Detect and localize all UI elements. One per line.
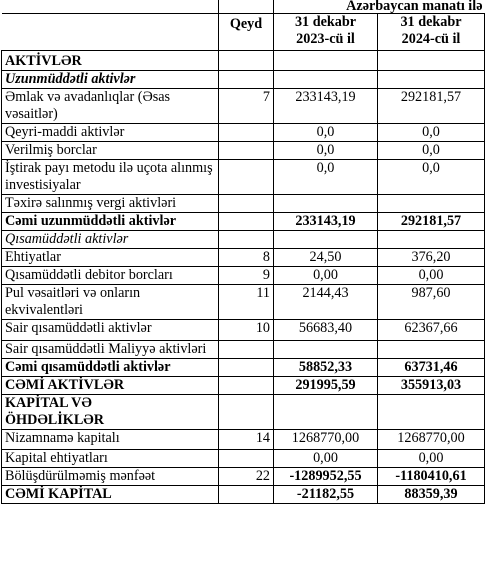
- value-2024: [378, 195, 485, 213]
- subsection-heading: Qısamüddətli aktivlər: [2, 231, 219, 249]
- row-label: Təxirə salınmış vergi aktivləri: [2, 195, 219, 213]
- table-row: [2, 51, 485, 71]
- value-2024: [378, 231, 485, 249]
- note-cell: [219, 124, 274, 142]
- note-cell: 22: [219, 468, 274, 486]
- row-label: Kapital ehtiyatları: [2, 450, 219, 468]
- row-label: Sair qısamüddətli Maliyyə aktivləri: [2, 341, 219, 359]
- note-cell: 14: [219, 430, 274, 450]
- note-cell: 11: [219, 285, 274, 320]
- table-row: [2, 213, 485, 231]
- row-label: Əmlak və avadanlıqlar (Əsas vəsaitlər): [2, 89, 219, 124]
- value-2023: 24,50: [274, 249, 378, 267]
- table-row: [2, 160, 485, 195]
- row-label: Qısamüddətli debitor borcları: [2, 267, 219, 285]
- value-2023: [274, 341, 378, 359]
- value-2024: -1180410,61: [378, 468, 485, 486]
- table-row: [2, 142, 485, 160]
- value-2024: 292181,57: [378, 213, 485, 231]
- note-cell: [219, 213, 274, 231]
- value-2023: -1289952,55: [274, 468, 378, 486]
- table-row: [2, 359, 485, 377]
- header-label-cell: [2, 14, 219, 51]
- header-2024-line1: 31 dekabr: [400, 14, 462, 30]
- value-2024: 355913,03: [378, 377, 485, 395]
- note-cell: [219, 486, 274, 504]
- header-blank-label: [2, 0, 219, 14]
- note-cell: [219, 450, 274, 468]
- value-2023: 0,00: [274, 450, 378, 468]
- note-cell: [219, 231, 274, 249]
- section-heading-assets: AKTİVLƏR: [2, 51, 219, 71]
- value-2023: [274, 195, 378, 213]
- value-2024: 63731,46: [378, 359, 485, 377]
- value-2023: 233143,19: [274, 213, 378, 231]
- note-cell: 9: [219, 267, 274, 285]
- row-label: Verilmiş borclar: [2, 142, 219, 160]
- row-label: Qeyri-maddi aktivlər: [2, 124, 219, 142]
- value-2023: 56683,40: [274, 320, 378, 341]
- row-label: Nizamnamə kapitalı: [2, 430, 219, 450]
- subsection-heading: Uzunmüddətli aktivlər: [2, 71, 219, 89]
- table-row: [2, 341, 485, 359]
- value-2024: 0,0: [378, 160, 485, 195]
- table-row: [2, 450, 485, 468]
- table-row: [2, 124, 485, 142]
- row-label: Bölüşdürülməmiş mənfəət: [2, 468, 219, 486]
- value-2024: 376,20: [378, 249, 485, 267]
- value-2024: 292181,57: [378, 89, 485, 124]
- note-cell: 8: [219, 249, 274, 267]
- value-2024: 88359,39: [378, 486, 485, 504]
- value-2023: 291995,59: [274, 377, 378, 395]
- table-row: [2, 395, 485, 430]
- value-2024: 62367,66: [378, 320, 485, 341]
- grand-total-label: CƏMİ AKTİVLƏR: [2, 377, 219, 395]
- value-2023: 1268770,00: [274, 430, 378, 450]
- table-row: [2, 89, 485, 124]
- header-2023-line2: 2023-cü il: [296, 31, 355, 47]
- header-blank-note: [219, 0, 274, 14]
- value-2024: [378, 395, 485, 430]
- table-row: [2, 195, 485, 213]
- value-2024: 0,00: [378, 450, 485, 468]
- table-row: [2, 249, 485, 267]
- value-2023: 2144,43: [274, 285, 378, 320]
- value-2024: 0,00: [378, 267, 485, 285]
- grand-total-label: CƏMİ KAPİTAL: [2, 486, 219, 504]
- value-2023: 0,0: [274, 160, 378, 195]
- header-2023-line1: 31 dekabr: [294, 14, 357, 30]
- value-2024: [378, 71, 485, 89]
- value-2023: [274, 71, 378, 89]
- header-2023: [274, 14, 378, 51]
- table-row: [2, 377, 485, 395]
- note-cell: [219, 71, 274, 89]
- note-cell: [219, 142, 274, 160]
- note-cell: [219, 341, 274, 359]
- value-2023: [274, 395, 378, 430]
- currency-unit-label: Azərbaycan manatı ilə: [274, 0, 485, 14]
- note-cell: [219, 51, 274, 71]
- value-2024: 987,60: [378, 285, 485, 320]
- section-heading-equity-liabilities: KAPİTAL VƏ ÖHDƏLİKLƏR: [2, 395, 219, 430]
- value-2024: 1268770,00: [378, 430, 485, 450]
- note-cell: 10: [219, 320, 274, 341]
- note-cell: 7: [219, 89, 274, 124]
- table-row: [2, 430, 485, 450]
- note-cell: [219, 195, 274, 213]
- value-2023: -21182,55: [274, 486, 378, 504]
- row-label: Pul vəsaitləri və onların ekvivalentləri: [2, 285, 219, 320]
- table-row: [2, 285, 485, 320]
- note-cell: [219, 359, 274, 377]
- table-row: [2, 320, 485, 341]
- value-2023: 0,00: [274, 267, 378, 285]
- value-2023: 58852,33: [274, 359, 378, 377]
- total-label: Cəmi qısamüddətli aktivlər: [2, 359, 219, 377]
- table-row: [2, 231, 485, 249]
- note-cell: [219, 395, 274, 430]
- row-label: Sair qısamüddətli aktivlər: [2, 320, 219, 341]
- row-label: Ehtiyatlar: [2, 249, 219, 267]
- header-note: Qeyd: [219, 14, 274, 51]
- note-cell: [219, 160, 274, 195]
- value-2023: 0,0: [274, 142, 378, 160]
- table-row: [2, 468, 485, 486]
- value-2023: [274, 51, 378, 71]
- value-2024: [378, 341, 485, 359]
- row-label: İştirak payı metodu ilə uçota alınmış investisiyalar: [2, 160, 219, 195]
- table-row: [2, 267, 485, 285]
- table-row: [2, 486, 485, 504]
- value-2023: [274, 231, 378, 249]
- value-2024: 0,0: [378, 124, 485, 142]
- note-cell: [219, 377, 274, 395]
- value-2023: 233143,19: [274, 89, 378, 124]
- table-row: [2, 71, 485, 89]
- header-2024: [378, 14, 485, 51]
- value-2023: 0,0: [274, 124, 378, 142]
- value-2024: 0,0: [378, 142, 485, 160]
- value-2024: [378, 51, 485, 71]
- header-2024-line2: 2024-cü il: [401, 31, 461, 47]
- total-label: Cəmi uzunmüddətli aktivlər: [2, 213, 219, 231]
- balance-sheet-table: [1, 0, 485, 504]
